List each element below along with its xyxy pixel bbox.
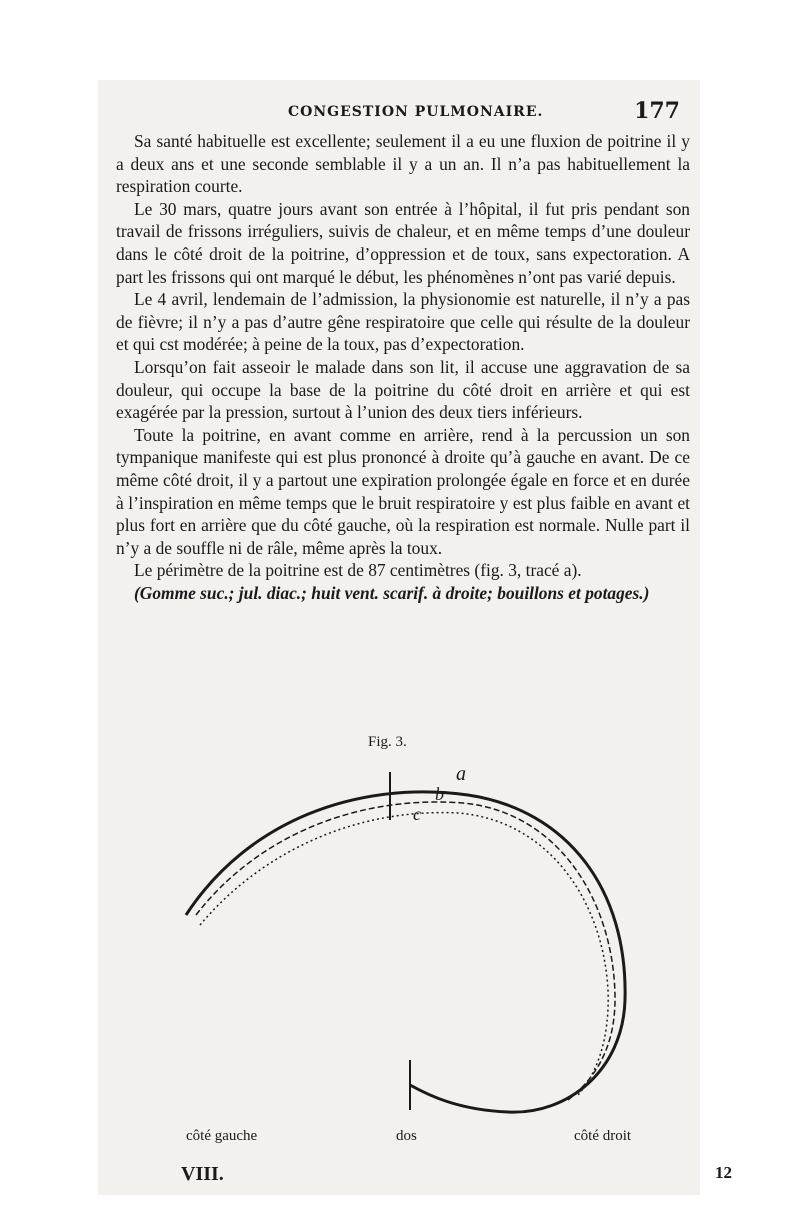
paragraph: Le 30 mars, quatre jours avant son entrée à l’hôpital, il fut pris pendant son travail de frissons irréguliers, suivis de chaleur, et en même temps d’une douleur dans le côté droit de la poitrine, d’oppression et de toux, sans expectoration. A part les frissons qui ont marqué le début, les phénomènes n’ont pas varié depuis. [116, 198, 690, 287]
trace-b-curve [196, 802, 615, 1100]
paragraph: Toute la poitrine, en avant comme en arrière, rend à la percussion un son tympanique manifeste qui est plus prononcé à droite qu’à gauche en avant. De ce même côté droit, il y a partout une expiration prolongée égale en force et en durée à l’inspiration en même temps que le bruit respiratoire y est plus faible en avant et plus fort en arrière que du côté gauche, où la respiration est normale. Nulle part il n’y a de souffle ni de râle, même après la toux. [116, 424, 690, 558]
signature-mark: VIII. [181, 1163, 224, 1185]
sheet-number: 12 [715, 1163, 732, 1182]
book-page [98, 80, 732, 1195]
label-cote-droit: côté droit [574, 1128, 632, 1144]
chest-perimeter-figure [98, 740, 700, 1140]
paragraph: Lorsqu’on fait asseoir le malade dans son lit, il accuse une aggravation de sa douleur, qui occupe la base de la poitrine du côté droit en arrière et qui est exagérée par la pression, surtout à l’union des deux tiers inférieurs. [116, 356, 690, 423]
figure-caption: Fig. 3. [368, 734, 407, 750]
trace-label-b: b [435, 784, 444, 804]
trace-label-c: c [413, 804, 421, 824]
page-number: 177 [634, 98, 680, 124]
label-dos: dos [396, 1128, 417, 1144]
trace-c-curve [200, 813, 608, 1095]
page-header [98, 100, 700, 130]
trace-label-a: a [456, 763, 466, 785]
running-title: CONGESTION PULMONAIRE. [288, 104, 544, 120]
body-text [116, 130, 690, 604]
paragraph: Le 4 avril, lendemain de l’admission, la physionomie est naturelle, il n’y a pas de fièvre; il n’y a pas d’autre gêne respiratoire que celle qui résulte de la douleur et qui cst modérée; à peine de la toux, pas d’expectoration. [116, 289, 690, 355]
paragraph: Sa santé habituelle est excellente; seulement il a eu une fluxion de poitrine il y a deux ans et une seconde semblable il y a un an. Il n’a pas habituellement la respiration courte. [116, 131, 690, 197]
label-cote-gauche: côté gauche [186, 1128, 258, 1144]
paragraph: Le périmètre de la poitrine est de 87 centimètres (fig. 3, tracé a). [134, 560, 582, 581]
trace-a-curve [186, 792, 625, 1112]
treatment-note: (Gomme suc.; jul. diac.; huit vent. scarif. à droite; bouillons et potages.) [134, 582, 650, 603]
